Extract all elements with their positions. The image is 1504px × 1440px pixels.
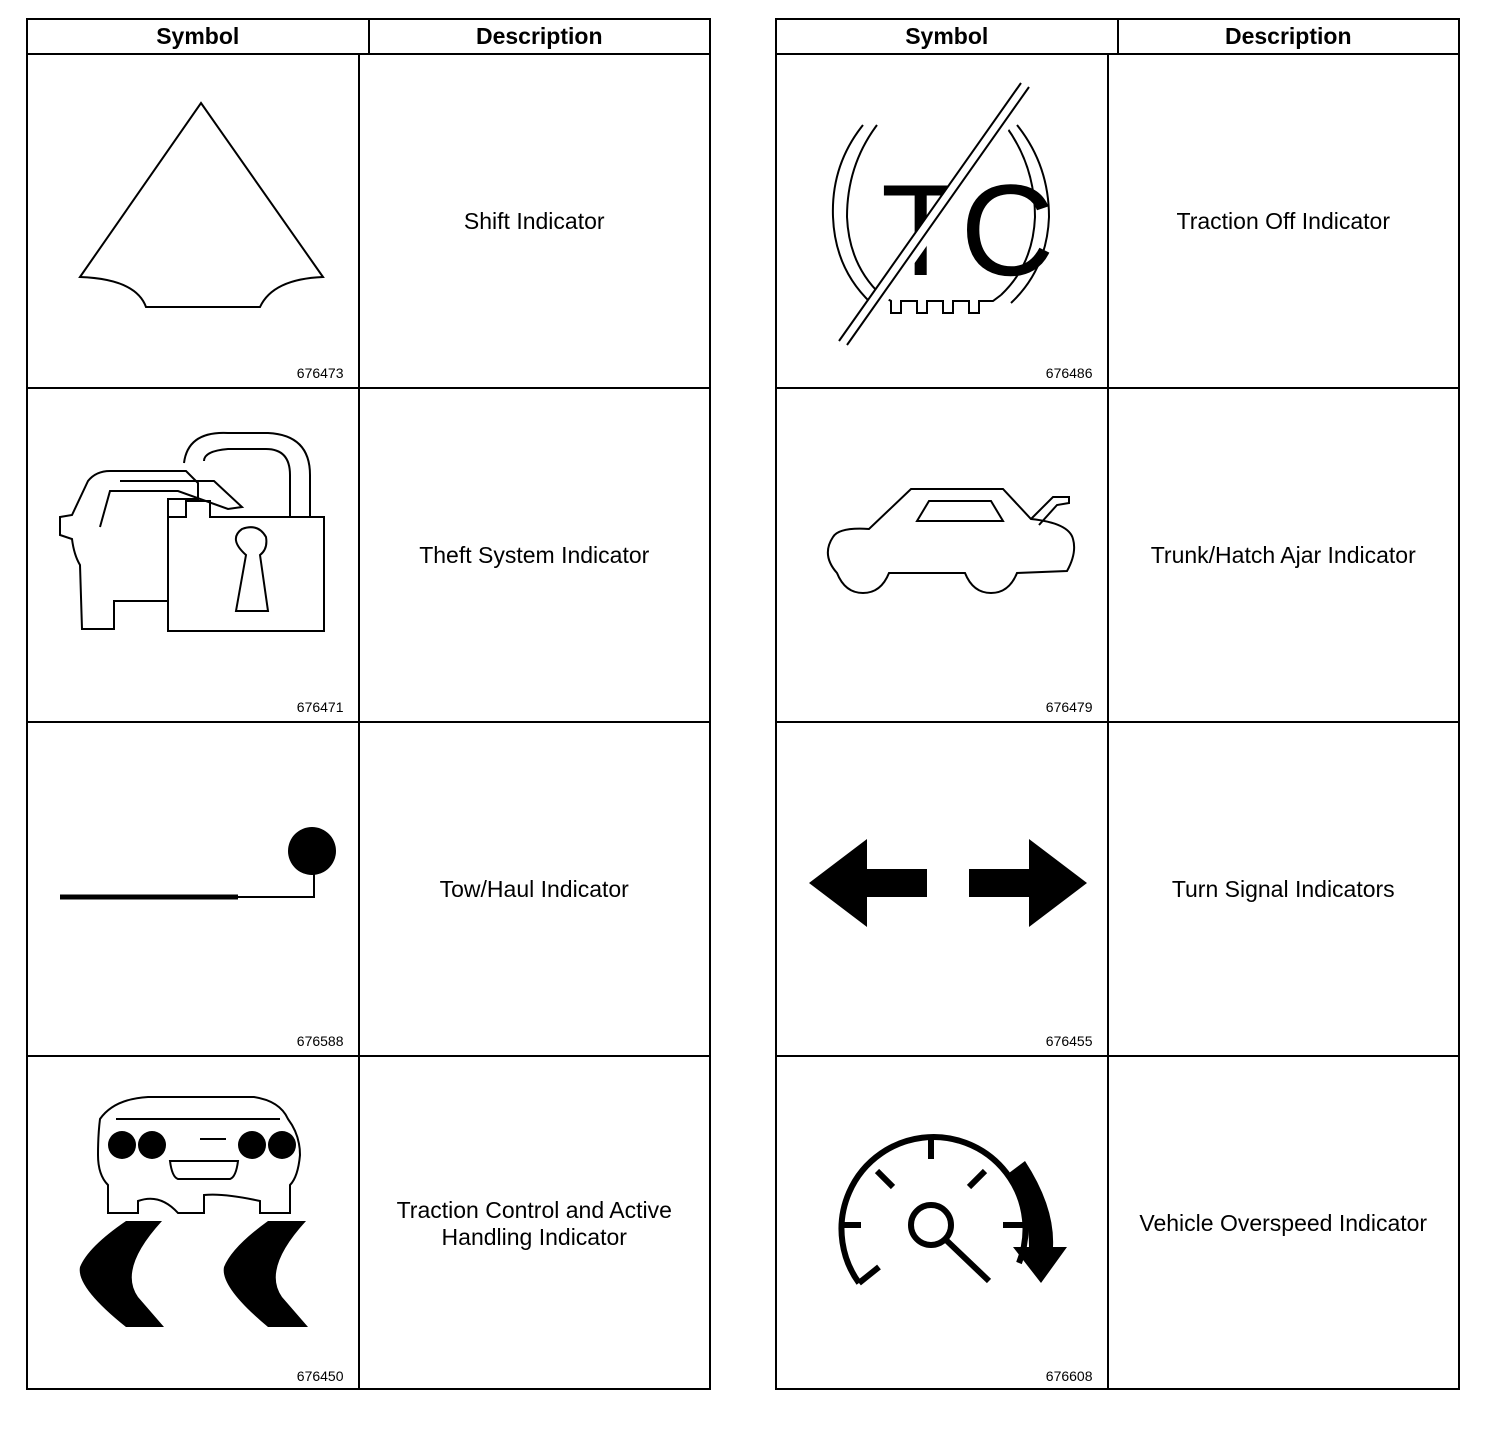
symbol-code: 676471 — [296, 699, 344, 715]
description-cell — [360, 723, 710, 1055]
table-header — [777, 20, 1458, 55]
symbol-cell — [28, 55, 360, 387]
table-row — [28, 723, 709, 1057]
shift-indicator-icon — [28, 55, 368, 387]
description-header: Description — [1224, 23, 1352, 49]
description-text: Theft System Indicator — [419, 541, 650, 568]
symbol-code: 676450 — [296, 1368, 344, 1384]
table-row — [28, 1057, 709, 1390]
overspeed-icon — [777, 1057, 1117, 1389]
description-text: Trunk/Hatch Ajar Indicator — [1150, 541, 1416, 568]
symbol-code: 676473 — [296, 365, 344, 381]
table-row — [777, 55, 1458, 389]
symbol-code: 676486 — [1045, 365, 1093, 381]
table-row — [28, 389, 709, 723]
symbol-code: 676608 — [1045, 1368, 1093, 1384]
symbol-code: 676455 — [1045, 1033, 1093, 1049]
description-text: Vehicle Overspeed Indicator — [1139, 1210, 1428, 1236]
description-cell — [1109, 1057, 1459, 1390]
description-cell — [1109, 55, 1459, 387]
symbol-header: Symbol — [777, 20, 1119, 53]
description-text: Turn Signal Indicators — [1171, 875, 1395, 902]
description-text: Tow/Haul Indicator — [439, 875, 629, 902]
table-row — [28, 55, 709, 389]
tow-haul-icon — [28, 723, 368, 1055]
description-text-line-1: Traction Control and Active — [396, 1196, 672, 1223]
symbol-cell — [28, 723, 360, 1055]
description-cell — [360, 1057, 710, 1390]
table-row — [777, 389, 1458, 723]
description-cell — [1109, 389, 1459, 721]
table-row — [777, 1057, 1458, 1390]
description-cell — [360, 55, 710, 387]
symbol-cell — [28, 1057, 360, 1390]
symbol-cell — [777, 1057, 1109, 1390]
description-text: Shift Indicator — [463, 207, 605, 234]
description-text-line-2: Handling Indicator — [441, 1223, 627, 1250]
symbol-table-right — [775, 18, 1460, 1390]
svg-text:TC: TC — [881, 157, 1055, 303]
turn-signal-icon — [777, 723, 1117, 1055]
description-header: Description — [475, 23, 603, 49]
symbol-cell — [777, 55, 1109, 387]
symbol-cell — [777, 723, 1109, 1055]
symbol-cell — [28, 389, 360, 721]
table-row — [777, 723, 1458, 1057]
description-cell — [1109, 723, 1459, 1055]
theft-system-icon — [28, 389, 368, 721]
symbol-header: Symbol — [28, 20, 370, 53]
symbol-cell — [777, 389, 1109, 721]
symbol-table-left — [26, 18, 711, 1390]
table-header — [28, 20, 709, 55]
traction-off-icon — [777, 55, 1117, 387]
symbol-code: 676588 — [296, 1033, 344, 1049]
symbol-code: 676479 — [1045, 699, 1093, 715]
traction-control-icon — [28, 1057, 368, 1389]
description-cell — [360, 389, 710, 721]
description-text: Traction Off Indicator — [1176, 207, 1390, 234]
trunk-ajar-icon — [777, 389, 1117, 721]
